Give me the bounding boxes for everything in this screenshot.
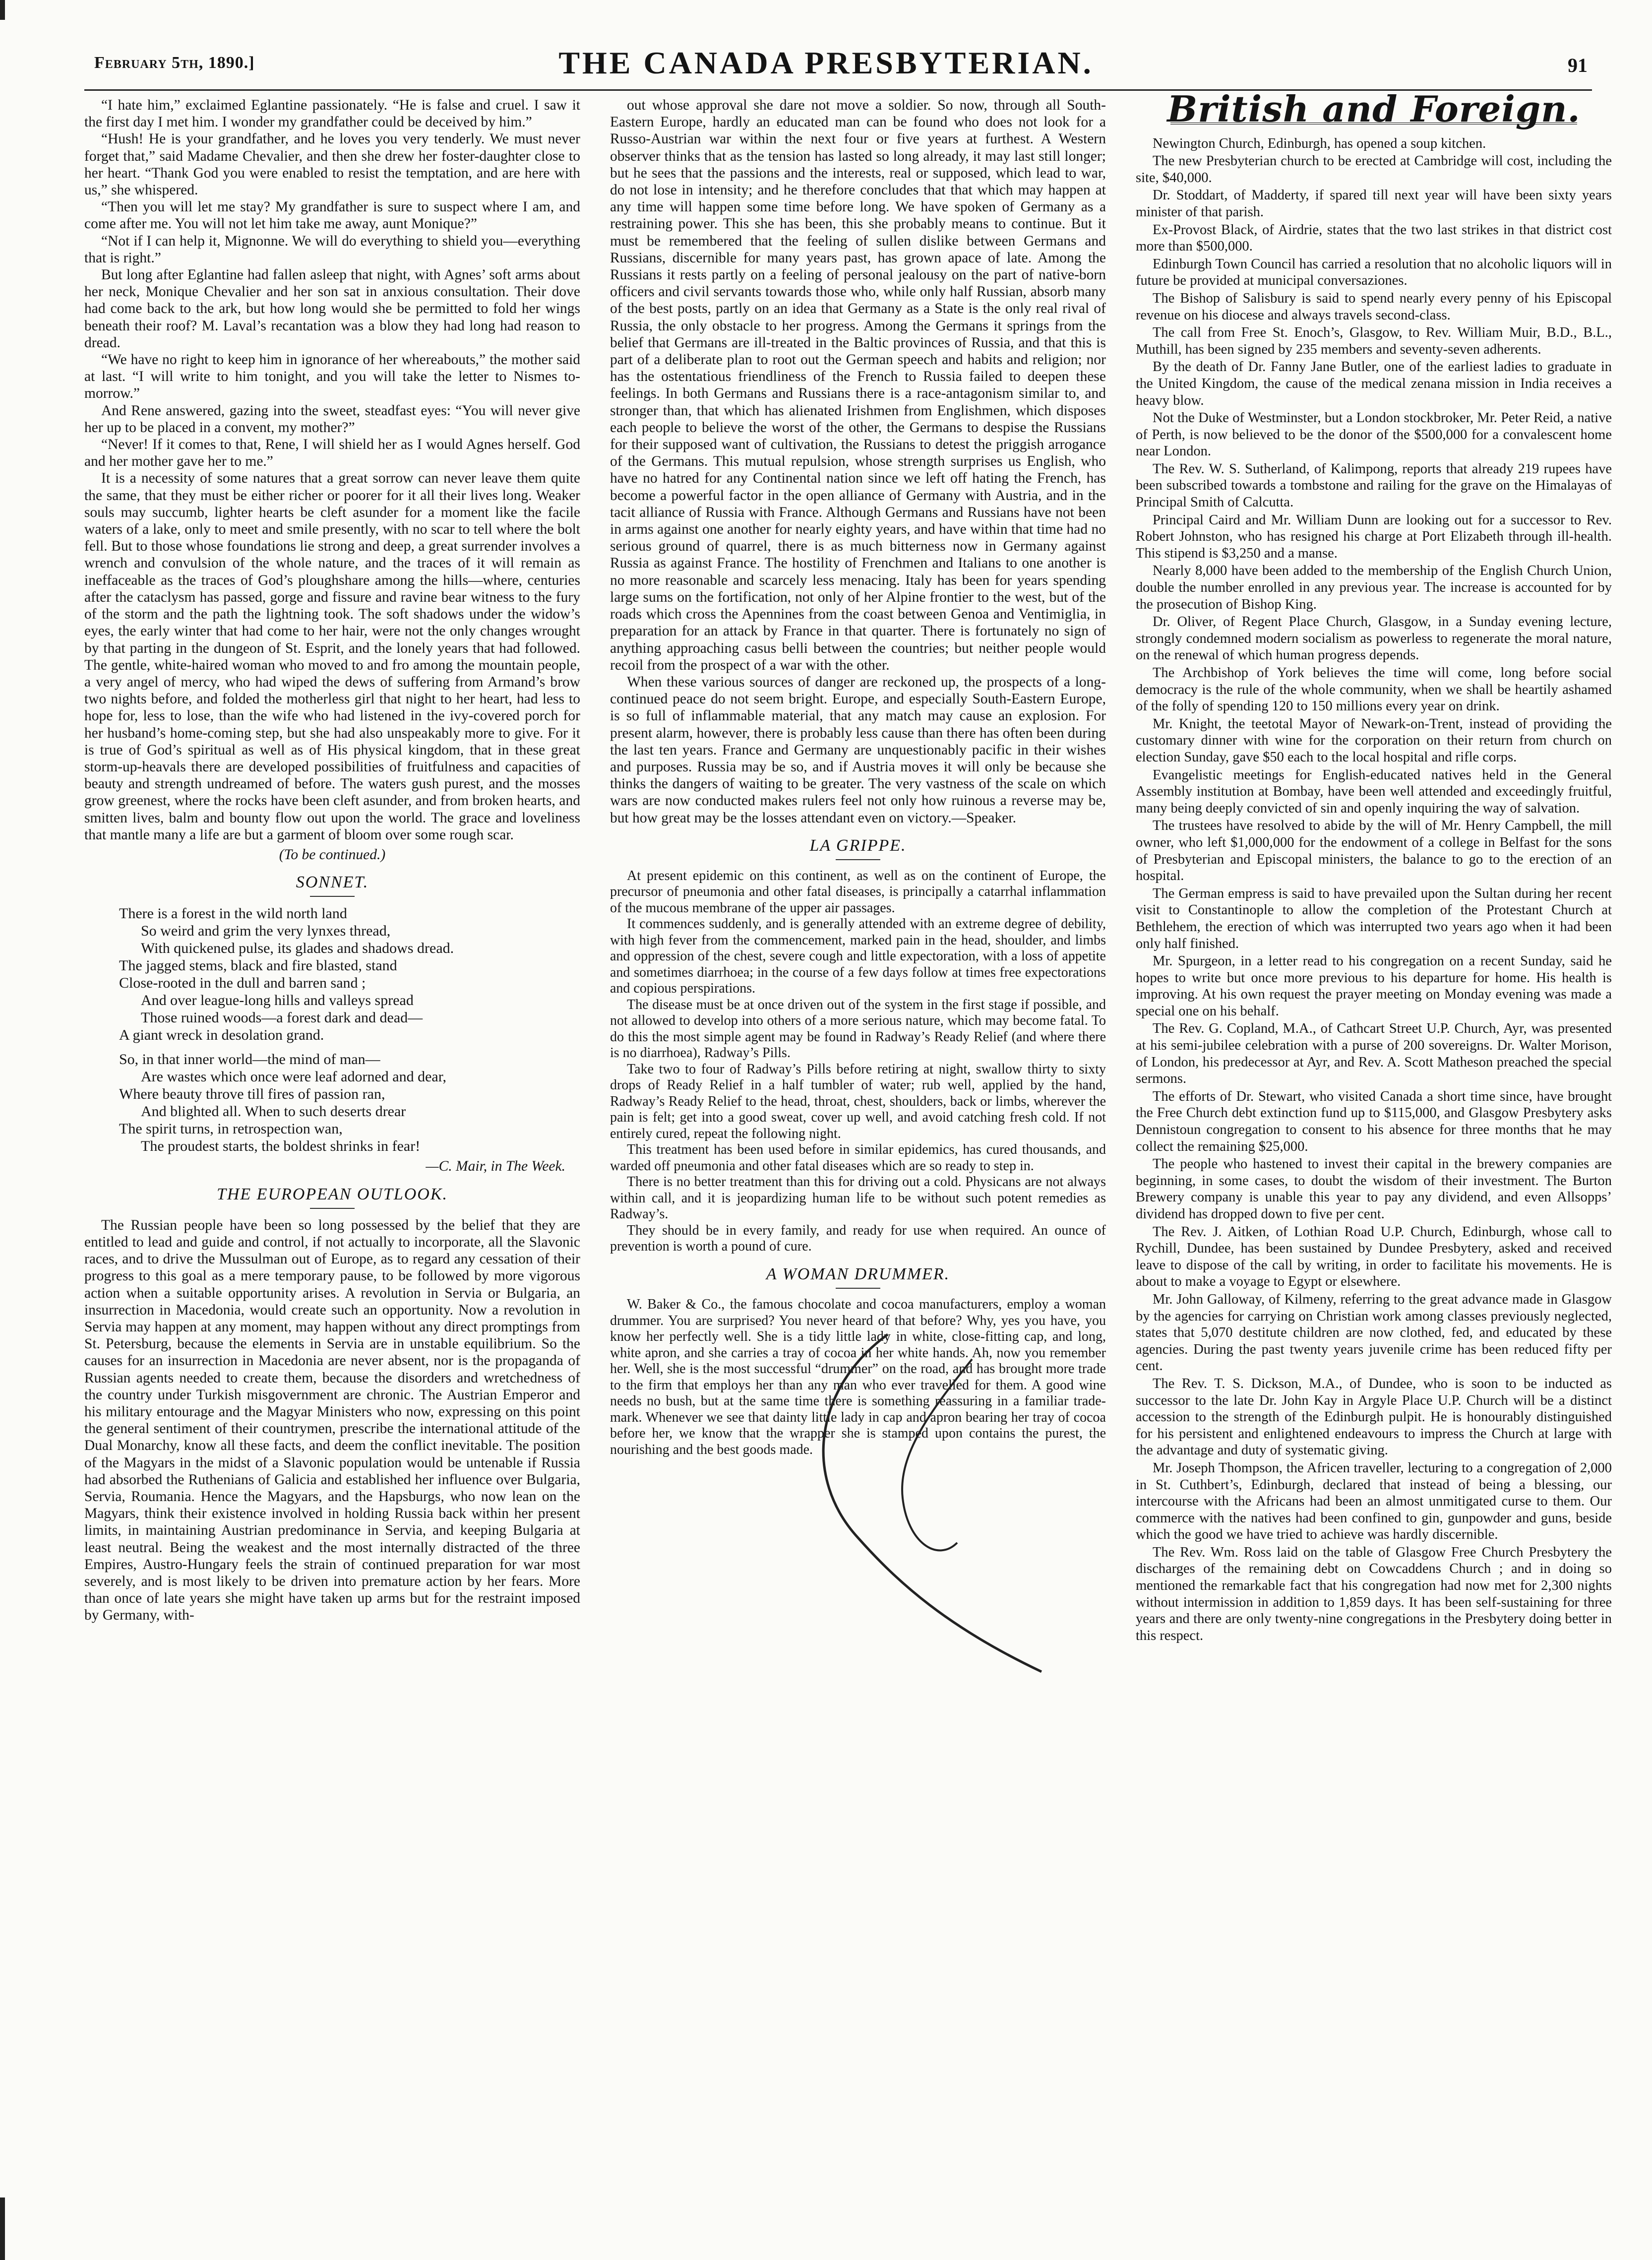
paragraph: It is a necessity of some natures that a great sorrow can never leave them quite the same, that they must be either richer or poorer for it all their lives long. Weaker souls may succumb, lighter hearts be cleft asunder for a moment like the facile waters of a lake, only to meet and smile presently, with no scar to tell where the bolt fell. But to those whose foundations lie strong and deep, a great surrender involves a wrench and convulsion of the whole nature, and the traces of it will remain as ineffaceable as the traces of God’s ploughshare among the hills—where, centuries after the cataclysm has passed, gorge and fissure and ravine bear witness to the fury of the storm and the path the lightning took. The soft shadows under the widow’s eyes, the early winter that had come to her hair, were not the only changes wrought by that parting in the dungeon of St. Esprit, and the lonely years that had followed. The gentle, white-haired woman who moved to and fro among the mountain people, a very angel of mercy, who had wiped the dews of suffering from Armand’s brow two nights before, and folded the motherless girl that night to her heart, had less to hope for, less to lose, than the wife who had listened in the ivy-covered porch for her husband’s home-coming step, but she had also unspeakably more to give. For it is true of God’s spiritual as well as of His physical kingdom, that in these great storm-up-heavals there are developed possibilities of fruitfulness and capacities of beauty and strength undreamed of before. The waters gush purest, and the mosses grow greenest, where the rocks have been cleft asunder, and from broken hearts, and smitten lives, balm and bounty flow out upon the world. The grace and loveliness that mantle many a life are but a garment of bloom over some rough scar. <box>84 470 580 843</box>
news-item: The Archbishop of York believes the time will come, long before social democracy is the rule of the whole community, when we shall be heartily ashamed of the folly of spending 120 to 150 millions every year on drink. <box>1136 665 1612 714</box>
news-item: The Bishop of Salisbury is said to spend nearly every penny of his Episcopal revenue on his diocese and always travels second-class. <box>1136 290 1612 323</box>
paragraph: The disease must be at once driven out of the system in the first stage if possible, and not allowed to develop into others of a more serious nature, which may become fatal. To do this the most simple agent may be found in Radway’s Ready Relief (and where there is no diarrhoea), Radway’s Pills. <box>610 997 1106 1061</box>
poem-line: Where beauty throve till fires of passion ran, <box>119 1086 385 1103</box>
news-item: Not the Duke of Westminster, but a London stockbroker, Mr. Peter Reid, a native of Perth, is now believed to be the donor of the $500,000 for a convalescent home near London. <box>1136 410 1612 459</box>
news-item: The call from Free St. Enoch’s, Glasgow, to Rev. William Muir, B.D., B.L., Muthill, has been signed by 235 members and seventy-seven adherents. <box>1136 325 1612 357</box>
page-header <box>0 35 1652 94</box>
news-item: The Rev. W. S. Sutherland, of Kalimpong, reports that already 219 rupees have been subscribed towards a tombstone and railing for the grave on the Himalayas of Principal Smith of Calcutta. <box>1136 461 1612 510</box>
poem-line: The proudest starts, the boldest shrinks in fear! <box>141 1138 421 1155</box>
poem-line: And over league-long hills and valleys spread <box>141 992 414 1009</box>
paragraph: “Not if I can help it, Mignonne. We will do everything to shield you—everything that is right.” <box>84 233 580 266</box>
paragraph: This treatment has been used before in similar epidemics, has cured thousands, and warded off pneumonia and other fatal diseases which are so ready to step in. <box>610 1142 1106 1174</box>
grippe-article <box>610 868 1106 1255</box>
news-item: Evangelistic meetings for English-educated natives held in the General Assembly institution at Bombay, have been well attended and exceedingly fruitful, many being deeply convicted of sin and openly inquiring the way of salvation. <box>1136 767 1612 816</box>
paragraph: But long after Eglantine had fallen asleep that night, with Agnes’ soft arms about her neck, Monique Chevalier and her son sat in anxious consultation. Their dove had come back to the ark, but how long would she be permitted to fold her wings beneath their roof? M. Laval’s recantation was a blow they had long had reason to dread. <box>84 267 580 351</box>
poem-line: And blighted all. When to such deserts drear <box>141 1103 406 1120</box>
news-item: The Rev. Wm. Ross laid on the table of Glasgow Free Church Presbytery the discharges of the remaining debt on Cowcaddens Church ; and in doing so mentioned the remarkable fact that his congregation had now met for 2,300 nights without intermission in addition to 1,859 days. It has been self-sustaining for three years and there are only twenty-nine congregations in the Presbytery doing better in this respect. <box>1136 1544 1612 1643</box>
news-item: The Rev. G. Copland, M.A., of Cathcart Street U.P. Church, Ayr, was presented at his semi-jubilee celebration with a purse of 200 sovereigns. Dr. Walter Morison, of London, his predecessor at Ayr, and Rev. A. Scott Matheson preached the special sermons. <box>1136 1021 1612 1087</box>
paragraph: At present epidemic on this continent, as well as on the continent of Europe, the precursor of pneumonia and other fatal diseases, is principally a catarrhal inflammation of the mucous membrane of the upper air passages. <box>610 868 1106 916</box>
news-item: Mr. John Galloway, of Kilmeny, referring to the great advance made in Glasgow by the agencies for carrying on Christian work among classes previously neglected, states that 5,070 destitute children are now clothed, fed, and educated by these agencies. During the past twenty years juvenile crime has been reduced fifty per cent. <box>1136 1291 1612 1374</box>
sonnet-attribution: —C. Mair, in The Week. <box>426 1158 565 1175</box>
news-item: Edinburgh Town Council has carried a resolution that no alcoholic liquors will in future be provided at municipal conversaziones. <box>1136 256 1612 289</box>
news-item: The Rev. T. S. Dickson, M.A., of Dundee, who is soon to be inducted as successor to the late Dr. John Kay in Argyle Place U.P. Church will be a distinct accession to the strength of the Edinburgh pulpit. He is honourably distinguished for his persistent and enlightened endeavours to impress the Church at large with the advantage and duty of systematic giving. <box>1136 1376 1612 1458</box>
poem-line: So, in that inner world—the mind of man— <box>119 1051 380 1068</box>
paragraph: “We have no right to keep him in ignorance of her whereabouts,” the mother said at last. “I will write to him tonight, and you will take the letter to Nismes to-morrow.” <box>84 352 580 402</box>
column-2 <box>610 97 1106 1458</box>
paragraph: Take two to four of Radway’s Pills before retiring at night, swallow thirty to sixty drops of Ready Relief in a half tumbler of water; rub well, applied by the hand, Radway’s Ready Relief to the head, throat, chest, shoulders, back or limbs, wherever the pain is felt; get into a good sweat, cover up well, and avoid catching fresh cold. If not entirely cured, repeat the following night. <box>610 1061 1106 1141</box>
news-item: The efforts of Dr. Stewart, who visited Canada a short time since, have brought the Free Church debt extinction fund up to $115,000, and Glasgow Presbytery asks Dennistoun congregation to consent to his absence for three months that he may collect the remaining $25,000. <box>1136 1088 1612 1154</box>
paragraph: When these various sources of danger are reckoned up, the prospects of a long-continued peace do not seem bright. Europe, and especially South-Eastern Europe, is so full of inflammable material, that any match may cause an explosion. For present alarm, however, there is probably less cause than there has often been during the last ten years. France and Germany are unquestionably pacific in their wishes and purposes. Russia may be so, and if Austria moves it will only be because she thinks the dangers of waiting to be greater. The very vastness of the scale on which wars are now conducted makes rulers feel not only how ruinous a reverse may be, but how great may be the losses attendant even on victory.—Speaker. <box>610 674 1106 826</box>
to-be-continued: (To be continued.) <box>279 846 386 863</box>
paragraph: The Russian people have been so long possessed by the belief that they are entitled to lead and guide and control, if not actually to incorporate, all the Slavonic races, and to drive the Mussulman out of Europe, as to regard any cessation of their progress to this goal as a mere temporary pause, to be followed by more vigorous action when a suitable opportunity arises. A revolution in Servia or Bulgaria, an insurrection in Macedonia, would create such an opportunity. Now a revolution in Servia may happen at any moment, may happen without any direct promptings from St. Petersburg, because the elements in Servia are in unstable equilibrium. So the causes for an insurrection in Macedonia are never absent, nor is the propaganda of Russian agents needed to create them, because the disorders and wretchedness of the country under Turkish misgovernment are chronic. The Austrian Emperor and his military entourage and the Magyar Ministers who now, expressing on this point the general sentiment of their countrymen, prescribe the international attitude of the Dual Monarchy, know all these facts, and deem the conflict inevitable. The position of the Magyars in the midst of a Slavonic population would be untenable if Russia had absorbed the Ruthenians of Galicia and established her influence over Bulgaria, Servia, Roumania. Hence the Magyars, and the Hapsburgs, who now lean on the Magyars, think their existence involved in holding Russia back within her present limits, in maintaining Austrian predominance in Servia, and keeping Bulgaria at least neutral. Being the weakest and the most internally distracted of the three Empires, Austro-Hungary feels the strain of continued preparation for war most severely, and is most likely to be driven into premature action by her fears. More than once of late years she might have taken up arms but for the restraint imposed by Germany, with- <box>84 1217 580 1624</box>
paragraph: “Never! If it comes to that, Rene, I will shield her as I would Agnes herself. God and her mother gave her to me.” <box>84 437 580 470</box>
outlook-title: THE EUROPEAN OUTLOOK. <box>84 1186 580 1209</box>
poem-line: There is a forest in the wild north land <box>119 905 347 922</box>
grippe-title: LA GRIPPE. <box>610 837 1106 860</box>
news-item: Dr. Stoddart, of Madderty, if spared till next year will have been sixty years minister of that parish. <box>1136 188 1612 220</box>
handwritten-scribble <box>784 1329 1061 1677</box>
sonnet-poem <box>119 905 580 1155</box>
poem-line: With quickened pulse, its glades and shadows dread. <box>141 940 454 957</box>
section-title: British and Foreign. <box>1136 101 1612 125</box>
poem-line: Those ruined woods—a forest dark and dead— <box>141 1009 423 1026</box>
column-1 <box>84 97 580 1624</box>
poem-line: A giant wreck in desolation grand. <box>119 1027 324 1044</box>
column-3 <box>1136 88 1612 1645</box>
news-item: Ex-Provost Black, of Airdrie, states that the two last strikes in that district cost more than $500,000. <box>1136 222 1612 254</box>
news-item: Principal Caird and Mr. William Dunn are looking out for a successor to Rev. Robert Johnston, who has resigned his charge at Port Elizabeth through ill-health. This stipend is $3,250 and a manse. <box>1136 512 1612 561</box>
poem-line: The spirit turns, in retrospection wan, <box>119 1121 343 1137</box>
news-item: Mr. Spurgeon, in a letter read to his congregation on a recent Sunday, said he hopes to write but once more previous to his departure for home. His health is improving. At his own request the prayer meeting on Monday evening was made a special one on his behalf. <box>1136 953 1612 1019</box>
paragraph: out whose approval she dare not move a soldier. So now, through all South-Eastern Europe, hardly an educated man can be found who does not look for a Russo-Austrian war within the next four or five years at furthest. A Western observer thinks that as the tension has lasted so long already, it may last still longer; but he sees that the passions and the interests, real or supposed, which lead to war, do not lose in intensity; and he therefore concludes that that which may happen at any time will happen some time before long. We have spoken of Germany as a restraining power. This she has been, this she probably means to continue. But it must be remembered that the feeling of sullen dislike between Germans and Russians, discernible for many years past, has grown apace of late. Among the Russians it rests partly on a feeling of personal jealousy on the part of native-born officers and civil servants towards those who, while only half Russian, absorb many of the best posts, partly on an idea that Germany as a State is the only real rival of Russia, the only obstacle to her progress. Among the Germans it springs from the belief that Germans are ill-treated in the Baltic provinces of Russia, and that this is part of a deliberate plan to root out the German speech and habits and religion; nor has the ostentatious friendliness of the French to Russia failed to deepen these feelings. In both Germans and Russians there is a race-antagonism similar to, and stronger than, that which has alienated Irishmen from Englishmen, which disposes each people to believe the worst of the other, the Germans to despise the Russians for their supposed want of cultivation, the Russians to detest the priggish arrogance of the Germans. This mutual repulsion, whose strength surprises us English, who have no hatred for any Continental nation since we left off hating the French, has become a powerful factor in the open alliance of Germany with Austria, and in the tacit alliance of Russia with France. Although Germans and Russians have not been in arms against one another for nearly eighty years, and have within that time had no serious ground of quarrel, there is as much bitterness now in Germany against Russia as against France. The hostility of Frenchmen and Italians to one another is no more reasonable and scarcely less menacing. Italy has been for years spending large sums on the fortification, not only of her Alpine frontier to the west, but of the roads which cross the Apennines from the coast between Genoa and Ventimiglia, in preparation for an attack by France in that quarter. There is fortunately no sign of anything approaching casus belli between the countries; but neither people would recoil from the prospect of a war with the other. <box>610 97 1106 673</box>
scan-edge-mark <box>0 2197 5 2260</box>
news-item: Mr. Joseph Thompson, the Africen traveller, lecturing to a congregation of 2,000 in St. Cuthbert’s, Edinburgh, declared that instead of being a blessing, our intercourse with the Africans had been an almost unmitigated curse to them. Our commerce with the natives had been confined to gin, gunpowder and guns, beside which the good we have tried to achieve was hardly discernible. <box>1136 1460 1612 1543</box>
news-item: By the death of Dr. Fanny Jane Butler, one of the earliest ladies to graduate in the United Kingdom, the cause of the medical zenana mission in India receives a heavy blow. <box>1136 359 1612 408</box>
news-item: The Rev. J. Aitken, of Lothian Road U.P. Church, Edinburgh, whose call to Rychill, Dundee, has been sustained by Dundee Presbytery, asked and received leave to dispose of the call by writing, in order to facilitate his movements. He is about to make a voyage to Egypt or elsewhere. <box>1136 1224 1612 1290</box>
news-item: The people who hastened to invest their capital in the brewery companies are beginning, in some cases, to doubt the wisdom of their investment. The Burton Brewery company is unable this year to pay any dividend, and even Allsopps’ dividend has dropped down to five per cent. <box>1136 1156 1612 1222</box>
story-continued <box>84 97 580 843</box>
paragraph: There is no better treatment than this for driving out a cold. Physicans are not always within call, and it is jeopardizing human life to be without such potent remedies as Radway’s. <box>610 1174 1106 1222</box>
paragraph: “I hate him,” exclaimed Eglantine passionately. “He is false and cruel. I saw it the first day I met him. I wonder my grandfather could be deceived by him.” <box>84 97 580 130</box>
paragraph: “Hush! He is your grandfather, and he loves you very tenderly. We must never forget that,” said Madame Chevalier, and then she drew her foster-daughter close to her heart. “Thank God you were enabled to resist the temptation, and are here with us,” she whispered. <box>84 131 580 198</box>
paragraph: They should be in every family, and ready for use when required. An ounce of prevention is worth a pound of cure. <box>610 1222 1106 1255</box>
page-number: 91 <box>1568 54 1588 76</box>
masthead-title: THE CANADA PRESBYTERIAN. <box>558 45 1094 80</box>
news-item: Nearly 8,000 have been added to the membership of the English Church Union, double the number enrolled in any previous year. The increase is accounted for by the prosecution of Bishop King. <box>1136 563 1612 612</box>
poem-line: The jagged stems, black and fire blasted, stand <box>119 957 397 974</box>
news-item: The German empress is said to have prevailed upon the Sultan during her recent visit to Constantinople to allow the completion of the Protestant Church at Bethlehem, the erection of which was interrupted two years ago when it had been only half finished. <box>1136 885 1612 951</box>
sonnet-title: SONNET. <box>84 874 580 897</box>
news-item: Mr. Knight, the teetotal Mayor of Newark-on-Trent, instead of providing the customary dinner with wine for the corporation on their return from church on election Sunday, gave $50 each to the local hospital and rifle corps. <box>1136 716 1612 765</box>
issue-date: February 5th, 1890.] <box>94 54 255 72</box>
poem-line: Close-rooted in the dull and barren sand ; <box>119 975 366 992</box>
paragraph: It commences suddenly, and is generally attended with an extreme degree of debility, with high fever from the commencement, marked pain in the head, shoulder, and limbs and oppression of the chest, severe cough and little expectoration, with a loss of appetite and sometimes diarrhoea; in the course of a few days follow at times free expectorations and copious perspirations. <box>610 916 1106 997</box>
paragraph: And Rene answered, gazing into the sweet, steadfast eyes: “You will never give her up to be placed in a convent, my mother?” <box>84 402 580 436</box>
poem-line: So weird and grim the very lynxes thread, <box>141 923 391 940</box>
paragraph: W. Baker & Co., the famous chocolate and cocoa manufacturers, employ a woman drummer. You are surprised? You never heard of that before? Why, yes you have, you know her perfectly well. She is a tidy little lady in white, close-fitting cap, and long, white apron, and she carries a tray of cocoa in her white hands. Ah, now you remember her. Well, she is the most successful “drummer” on the road, and has brought more trade to the firm that employs her than any man who ever travelled for them. A good wine needs no bush, but at the same time there is something reassuring in a familiar trade-mark. Whenever we see that dainty little lady in cap and apron bearing her tray of cocoa before her, we know that the wrapper she is stamped upon contains the purest, the nourishing and the best goods made. <box>610 1297 1106 1457</box>
news-item: Newington Church, Edinburgh, has opened a soup kitchen. <box>1153 135 1486 151</box>
news-item: The new Presbyterian church to be erected at Cambridge will cost, including the site, $40,000. <box>1136 153 1612 186</box>
paragraph: “Then you will let me stay? My grandfather is sure to suspect where I am, and come after me. You will not let him take me away, aunt Monique?” <box>84 199 580 232</box>
poem-line: Are wastes which once were leaf adorned and dear, <box>141 1068 446 1085</box>
drummer-title: A WOMAN DRUMMER. <box>610 1266 1106 1289</box>
news-item: The trustees have resolved to abide by the will of Mr. Henry Campbell, the mill owner, who left $1,000,000 for the endowment of a college in Belfast for the sons of Presbyterian and Episcopal ministers, the balance to go to the erection of an hospital. <box>1136 818 1612 884</box>
news-item: Dr. Oliver, of Regent Place Church, Glasgow, in a Sunday evening lecture, strongly condemned modern socialism as powerless to regenerate the moral nature, on the renewal of which human progress depends. <box>1136 614 1612 663</box>
scan-edge-mark <box>0 0 5 20</box>
